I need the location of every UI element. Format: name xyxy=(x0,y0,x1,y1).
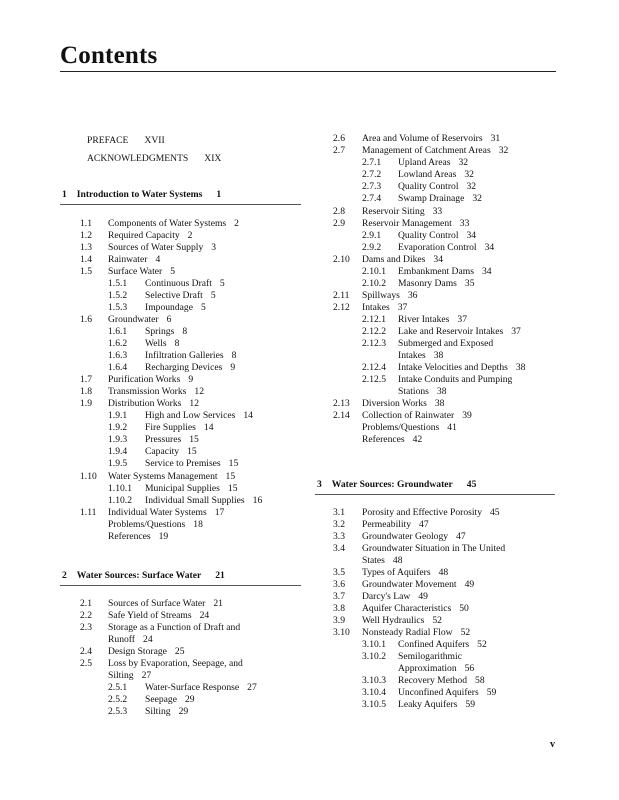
toc-entry-page: 21 xyxy=(213,598,223,609)
toc-entry-number: 2.8 xyxy=(333,206,345,217)
toc-entry-page: 15 xyxy=(225,471,236,482)
toc-entry-page: 17 xyxy=(214,507,225,518)
toc-entry-page: 38 xyxy=(515,362,526,373)
toc-entry-page: 24 xyxy=(143,634,153,645)
toc-entry-number: 2.5 xyxy=(80,658,92,669)
toc-entry-page: 16 xyxy=(252,495,263,506)
toc-entry-number: 3.7 xyxy=(333,591,345,602)
toc-entry-number: 3.5 xyxy=(333,567,345,578)
toc-entry-number: 1.5 xyxy=(80,266,92,277)
toc-entry-title: Runoff xyxy=(108,634,136,645)
toc-entry-number: 1.1 xyxy=(80,218,92,229)
toc-entry-number: 1.6.4 xyxy=(108,362,128,373)
toc-entry-title: Safe Yield of Streams xyxy=(108,610,192,621)
toc-entry-number: 1.9.3 xyxy=(108,434,128,445)
toc-entry-title: Springs xyxy=(145,326,175,337)
toc-entry-page: 32 xyxy=(458,157,469,168)
toc-entry-title: Pressures xyxy=(145,434,182,445)
toc-entry-page: 34 xyxy=(466,230,477,241)
toc-entry-number: 1.10 xyxy=(80,471,97,482)
toc-entry-title: Rainwater xyxy=(108,254,148,265)
toc-entry-title: Submerged and Exposed xyxy=(398,338,494,349)
toc-entry-number: 1.7 xyxy=(80,374,92,385)
toc-entry-page: 38 xyxy=(436,386,447,397)
toc-entry-title: Aquifer Characteristics xyxy=(362,603,452,614)
toc-entry-number: 1.5.1 xyxy=(108,278,128,289)
toc-entry-title: Capacity xyxy=(145,446,180,457)
toc-entry-number: 3.6 xyxy=(333,579,345,590)
toc-entry-page: 38 xyxy=(433,350,444,361)
toc-entry-page: 8 xyxy=(182,326,188,337)
toc-entry-title: Loss by Evaporation, Seepage, and xyxy=(108,658,243,669)
toc-entry-page: 3 xyxy=(211,242,217,253)
toc-entry-title: References xyxy=(108,531,151,542)
toc-entry-page: 19 xyxy=(158,531,169,542)
toc-entry-title: Intakes xyxy=(362,302,390,313)
front-matter-label: ACKNOWLEDGMENTS xyxy=(87,153,189,164)
toc-entry-page: 5 xyxy=(210,290,216,301)
toc-entry-page: 27 xyxy=(141,670,152,681)
chapter-number: 3 xyxy=(317,479,322,490)
toc-entry-page: 4 xyxy=(155,254,161,265)
toc-entry-number: 1.5.2 xyxy=(108,290,128,301)
toc-entry-number: 1.9.4 xyxy=(108,446,128,457)
toc-entry-page: 2 xyxy=(187,230,193,241)
toc-entry-title: Groundwater xyxy=(108,314,159,325)
toc-entry-title: Seepage xyxy=(145,694,177,705)
toc-entry-title: Transmission Works xyxy=(108,386,187,397)
toc-entry-page: 37 xyxy=(511,326,521,337)
toc-entry-title: Selective Draft xyxy=(145,290,203,301)
toc-entry-number: 2.10.1 xyxy=(362,266,386,277)
toc-entry-number: 2.12.3 xyxy=(362,338,386,349)
toc-entry-number: 3.2 xyxy=(333,519,345,530)
chapter-rule xyxy=(60,585,301,586)
toc-entry-page: 52 xyxy=(460,627,471,638)
toc-entry-number: 3.10.1 xyxy=(362,639,386,650)
chapter-heading xyxy=(317,479,476,491)
toc-entry-title: Porosity and Effective Porosity xyxy=(362,507,482,518)
toc-entry-title: Distribution Works xyxy=(108,398,182,409)
chapter-title: Water Sources: Surface Water xyxy=(76,570,202,581)
toc-entry-title: Masonry Dams xyxy=(398,278,457,289)
toc-entry-page: 45 xyxy=(490,507,500,518)
toc-entry-title: Recharging Devices xyxy=(145,362,223,373)
chapter-rule xyxy=(60,204,301,205)
toc-entry-number: 2.10 xyxy=(333,254,350,265)
toc-entry-title: Individual Water Systems xyxy=(108,507,207,518)
toc-entry-number: 2.4 xyxy=(80,646,92,657)
toc-entry-number: 2.9.2 xyxy=(362,242,382,253)
toc-entry-title: Individual Small Supplies xyxy=(145,495,245,506)
toc-entry-page: 59 xyxy=(465,699,476,710)
toc-entry-title: Groundwater Situation in The United xyxy=(362,543,506,554)
toc-entry-title: Wells xyxy=(145,338,167,349)
toc-entry-title: Reservoir Siting xyxy=(362,206,425,217)
toc-entry-page: 29 xyxy=(184,694,195,705)
toc-entry-number: 3.4 xyxy=(333,543,345,554)
toc-entry-title: Area and Volume of Reservoirs xyxy=(362,133,483,144)
toc-entry-number: 2.6 xyxy=(333,133,345,144)
toc-entry-title: Lowland Areas xyxy=(398,169,457,180)
chapter-number: 2 xyxy=(62,570,67,581)
chapter-heading xyxy=(62,189,221,201)
toc-entry-number: 2.2 xyxy=(80,610,92,621)
toc-entry-title: Leaky Aquifers xyxy=(398,699,458,710)
toc-entry-title: Intakes xyxy=(398,350,426,361)
toc-entry-title: Management of Catchment Areas xyxy=(362,145,491,156)
toc-entry-number: 2.7.2 xyxy=(362,169,382,180)
toc-entry-number: 2.5.2 xyxy=(108,694,128,705)
toc-entry-page: 33 xyxy=(459,218,470,229)
toc-entry-title: Recovery Method xyxy=(398,675,468,686)
chapter-rule xyxy=(315,494,555,495)
toc-entry-page: 31 xyxy=(490,133,501,144)
toc-entry-number: 2.1 xyxy=(80,598,92,609)
toc-entry-number: 3.10.2 xyxy=(362,651,386,662)
front-matter-page: XIX xyxy=(204,153,222,164)
toc-entry-title: Problems/Questions xyxy=(362,422,440,433)
toc-entry-title: Surface Water xyxy=(108,266,163,277)
front-matter-label: PREFACE xyxy=(87,135,129,146)
toc-entry-number: 1.4 xyxy=(80,254,92,265)
toc-entry-number: 2.9.1 xyxy=(362,230,382,241)
toc-entry-page: 8 xyxy=(174,338,180,349)
toc-entry-number: 1.6.3 xyxy=(108,350,128,361)
toc-entry-number: 1.6 xyxy=(80,314,92,325)
toc-entry-page: 49 xyxy=(418,591,428,602)
toc-entry-number: 2.14 xyxy=(333,410,350,421)
toc-entry-number: 3.1 xyxy=(333,507,345,518)
toc-entry-title: Upland Areas xyxy=(398,157,451,168)
toc-entry-number: 2.5.1 xyxy=(108,682,128,693)
toc-entry-page: 14 xyxy=(203,422,214,433)
toc-entry-title: Fire Supplies xyxy=(145,422,196,433)
toc-entry-title: Approximation xyxy=(398,663,457,674)
toc-entry-page: 36 xyxy=(407,290,418,301)
toc-entry-title: Silting xyxy=(145,706,171,717)
toc-entry-title: Permeability xyxy=(362,519,412,530)
toc-entry-title: Continuous Draft xyxy=(145,278,212,289)
toc-entry-title: Water-Surface Response xyxy=(145,682,240,693)
toc-entry-title: References xyxy=(362,434,405,445)
toc-entry-page: 32 xyxy=(466,181,477,192)
toc-entry-number: 2.3 xyxy=(80,622,92,633)
toc-entry-page: 6 xyxy=(166,314,172,325)
toc-entry-page: 14 xyxy=(243,410,253,421)
toc-entry-page: 34 xyxy=(433,254,444,265)
toc-entry-title: Spillways xyxy=(362,290,400,301)
toc-entry-page: 8 xyxy=(231,350,237,361)
toc-entry-page: 15 xyxy=(187,446,197,457)
toc-entry-number: 1.6.1 xyxy=(108,326,128,337)
toc-entry-number: 2.11 xyxy=(333,290,350,301)
toc-entry-page: 37 xyxy=(397,302,408,313)
toc-entry-title: Quality Control xyxy=(398,230,459,241)
toc-entry-number: 3.10.5 xyxy=(362,699,386,710)
toc-entry-title: Required Capacity xyxy=(108,230,180,241)
front-matter-entry xyxy=(87,135,165,147)
toc-entry-title: Infiltration Galleries xyxy=(145,350,224,361)
toc-entry-page: 15 xyxy=(189,434,199,445)
toc-entry-number: 1.6.2 xyxy=(108,338,128,349)
title-rule xyxy=(60,71,556,72)
toc-entry-title: Embankment Dams xyxy=(398,266,474,277)
toc-entry-title: Evaporation Control xyxy=(398,242,477,253)
toc-entry-page: 15 xyxy=(227,483,238,494)
toc-entry-title: Collection of Rainwater xyxy=(362,410,455,421)
toc-entry-title: Groundwater Movement xyxy=(362,579,457,590)
toc-entry-number: 2.13 xyxy=(333,398,350,409)
toc-entry-page: 33 xyxy=(432,206,443,217)
toc-entry-title: Unconfined Aquifers xyxy=(398,687,479,698)
toc-entry-title: Lake and Reservoir Intakes xyxy=(398,326,504,337)
toc-entry-number: 1.9 xyxy=(80,398,92,409)
toc-entry-number: 2.10.2 xyxy=(362,278,386,289)
toc-entry-title: States xyxy=(362,555,385,566)
page-title: Contents xyxy=(60,42,158,69)
toc-entry-title: Semilogarithmic xyxy=(398,651,462,662)
toc-entry-title: Problems/Questions xyxy=(108,519,186,530)
toc-entry-page: 50 xyxy=(459,603,469,614)
toc-entry-page: 32 xyxy=(498,145,509,156)
toc-entry-page: 48 xyxy=(392,555,403,566)
toc-entry-title: Municipal Supplies xyxy=(145,483,220,494)
toc-entry-number: 3.9 xyxy=(333,615,345,626)
toc-entry-title: Types of Aquifers xyxy=(362,567,431,578)
toc-entry-number: 2.12.5 xyxy=(362,374,386,385)
toc-entry-page: 37 xyxy=(457,314,468,325)
toc-entry-number: 2.7.3 xyxy=(362,181,382,192)
toc-entry-number: 3.10 xyxy=(333,627,350,638)
toc-entry-page: 52 xyxy=(432,615,442,626)
toc-entry-page: 38 xyxy=(434,398,445,409)
toc-entry-number: 2.7.4 xyxy=(362,193,382,204)
page-number: v xyxy=(550,739,555,750)
toc-entry-number: 3.3 xyxy=(333,531,345,542)
toc-entry-number: 1.11 xyxy=(80,507,97,518)
toc-entry-page: 41 xyxy=(447,422,457,433)
toc-entry-page: 5 xyxy=(219,278,225,289)
toc-entry-number: 2.12.2 xyxy=(362,326,386,337)
toc-entry-title: Impoundage xyxy=(145,302,193,313)
toc-entry-title: Nonsteady Radial Flow xyxy=(362,627,453,638)
toc-entry-page: 9 xyxy=(188,374,194,385)
toc-entry-title: Service to Premises xyxy=(145,458,221,469)
chapter-heading xyxy=(62,570,225,582)
toc-entry-page: 2 xyxy=(234,218,239,229)
toc-entry-page: 29 xyxy=(178,706,189,717)
toc-entry-title: Reservoir Management xyxy=(362,218,452,229)
toc-entry-title: Confined Aquifers xyxy=(398,639,470,650)
toc-entry-page: 34 xyxy=(484,242,495,253)
toc-entry-page: 25 xyxy=(174,646,185,657)
toc-entry-number: 2.5.3 xyxy=(108,706,128,717)
toc-entry-page: 32 xyxy=(464,169,474,180)
toc-entry-number: 1.10.1 xyxy=(108,483,132,494)
toc-entry-title: River Intakes xyxy=(398,314,450,325)
toc-entry-page: 35 xyxy=(464,278,475,289)
toc-entry-number: 3.10.4 xyxy=(362,687,386,698)
toc-entry-page: 32 xyxy=(472,193,482,204)
toc-entry-number: 1.8 xyxy=(80,386,92,397)
chapter-title: Introduction to Water Systems xyxy=(76,189,203,200)
toc-entry-number: 2.7 xyxy=(333,145,345,156)
toc-entry-number: 1.9.2 xyxy=(108,422,128,433)
toc-entry-number: 3.10.3 xyxy=(362,675,386,686)
toc-entry-number: 1.10.2 xyxy=(108,495,132,506)
chapter-page: 1 xyxy=(216,189,222,200)
toc-entry-page: 24 xyxy=(199,610,210,621)
toc-entry-page: 5 xyxy=(200,302,206,313)
toc-entry-title: Darcy's Law xyxy=(362,591,411,602)
toc-entry-page: 47 xyxy=(456,531,466,542)
toc-entry-page: 49 xyxy=(464,579,475,590)
toc-entry-number: 2.12 xyxy=(333,302,350,313)
chapter-title: Water Sources: Groundwater xyxy=(331,479,453,490)
toc-entry-title: Purification Works xyxy=(108,374,181,385)
toc-entry-page: 48 xyxy=(438,567,449,578)
toc-entry-page: 58 xyxy=(475,675,485,686)
toc-entry-page: 52 xyxy=(477,639,487,650)
toc-entry-number: 1.9.1 xyxy=(108,410,128,421)
toc-entry-title: Well Hydraulics xyxy=(362,615,425,626)
toc-entry-number: 1.9.5 xyxy=(108,458,128,469)
toc-entry-title: High and Low Services xyxy=(145,410,236,421)
toc-entry-number: 2.12.1 xyxy=(362,314,386,325)
toc-entry-page: 5 xyxy=(170,266,175,277)
toc-entry-title: Dams and Dikes xyxy=(362,254,426,265)
toc-entry-title: Sources of Surface Water xyxy=(108,598,206,609)
toc-entry-page: 12 xyxy=(194,386,204,397)
toc-entry-number: 1.3 xyxy=(80,242,92,253)
toc-entry-page: 39 xyxy=(462,410,472,421)
toc-entry-title: Components of Water Systems xyxy=(108,218,227,229)
toc-entry-title: Silting xyxy=(108,670,134,681)
chapter-page: 45 xyxy=(466,479,477,490)
toc-entry-title: Design Storage xyxy=(108,646,167,657)
toc-entry-page: 59 xyxy=(486,687,497,698)
toc-entry-title: Stations xyxy=(398,386,429,397)
toc-entry-page: 56 xyxy=(464,663,475,674)
toc-entry-title: Swamp Drainage xyxy=(398,193,465,204)
toc-entry-number: 1.2 xyxy=(80,230,92,241)
toc-entry-page: 27 xyxy=(247,682,257,693)
toc-entry-page: 34 xyxy=(481,266,492,277)
front-matter-page: XVII xyxy=(144,135,165,146)
toc-entry-title: Diversion Works xyxy=(362,398,427,409)
toc-entry-number: 2.7.1 xyxy=(362,157,382,168)
toc-entry-title: Water Systems Management xyxy=(108,471,218,482)
toc-entry-page: 18 xyxy=(193,519,203,530)
chapter-page: 21 xyxy=(215,570,225,581)
toc-entry-page: 15 xyxy=(228,458,239,469)
toc-entry-title: Quality Control xyxy=(398,181,459,192)
chapter-number: 1 xyxy=(62,189,67,200)
toc-entry-number: 1.5.3 xyxy=(108,302,128,313)
toc-entry-page: 9 xyxy=(230,362,236,373)
front-matter-entry xyxy=(87,153,221,165)
toc-entry-number: 3.8 xyxy=(333,603,345,614)
toc-entry-number: 2.12.4 xyxy=(362,362,386,373)
toc-entry-title: Intake Velocities and Depths xyxy=(398,362,508,373)
toc-entry-title: Sources of Water Supply xyxy=(108,242,204,253)
toc-entry-number: 2.9 xyxy=(333,218,345,229)
toc-entry-page: 47 xyxy=(419,519,429,530)
toc-entry-title: Storage as a Function of Draft and xyxy=(108,622,241,633)
toc-entry-page: 42 xyxy=(412,434,423,445)
toc-entry-page: 12 xyxy=(189,398,199,409)
toc-entry-title: Groundwater Geology xyxy=(362,531,449,542)
toc-entry-title: Intake Conduits and Pumping xyxy=(398,374,513,385)
